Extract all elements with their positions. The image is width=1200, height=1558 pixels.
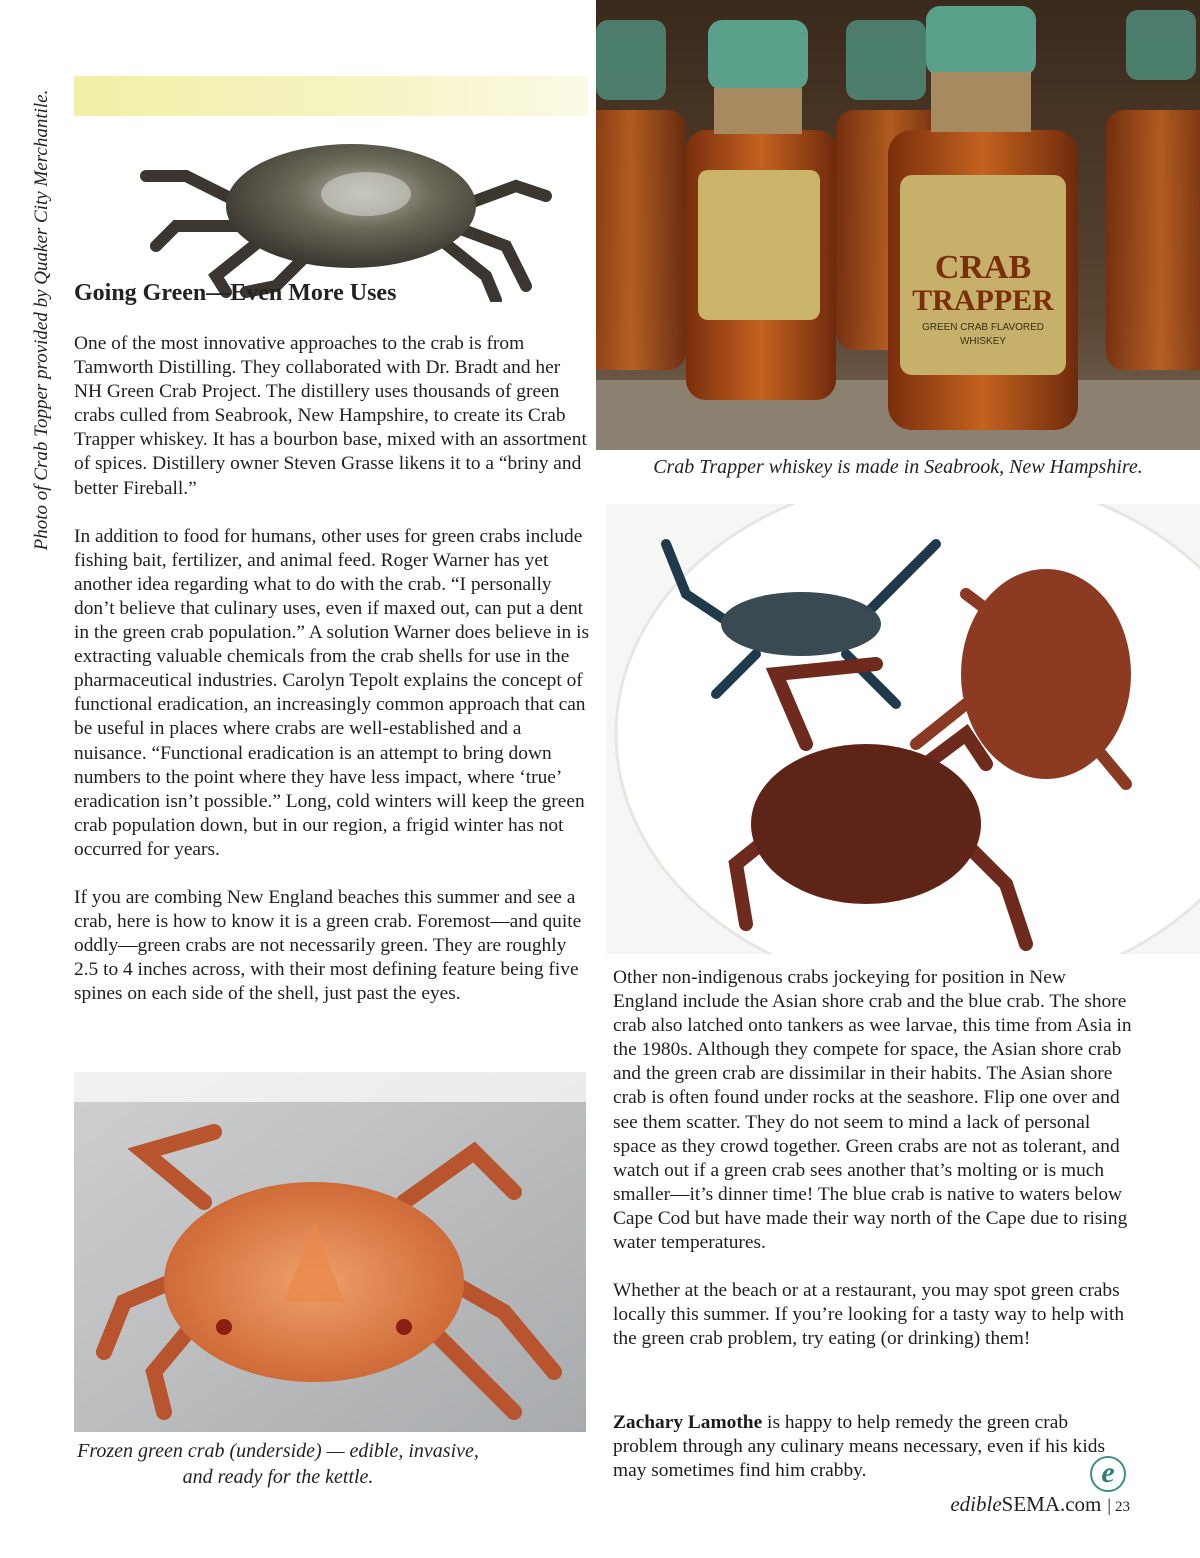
crabs-on-plate-photo (606, 504, 1200, 954)
bottle-label-text: TRAPPER (912, 284, 1054, 317)
crab-illustration (126, 116, 574, 302)
frozen-crab-photo (74, 1072, 586, 1432)
paragraph: One of the most innovative approaches to the crab is from Tamworth Distilling. They collaborated with Dr. Bradt and her NH Green Crab Project. The distillery uses thousands of green crabs culled from Seabrook, New Hampshire, to create its Crab Trapper whiskey. It has a bourbon base, mixed with an assortment of spices. Distillery owner Steven Grasse likens it to a “briny and better Fireball.” (74, 333, 587, 499)
crabs-plate-illustration (606, 504, 1200, 954)
paragraph: Other non-indigenous crabs jockeying for position in New England include the Asian shore crab and the blue crab. The shore crab also latched onto tankers as wee larvae, this time from Asia in the 1980s. Although they compete for space, the Asian shore crab and the green crab are dissimilar in their habits. The Asian shore crab is often found under rocks at the seashore. Flip one over and see them scatter. They do not seem to mind a lack of personal space as they crowd together. Green crabs are not as tolerant, and watch out if a green crab sees another that’s molting or is much smaller—it’s dinner time! The blue crab is native to waters below Cape Cod but have made their way north of the Cape due to rising water temperatures. (613, 967, 1132, 1254)
bottle-label-text: WHISKEY (959, 336, 1007, 347)
caption-line: Frozen green crab (underside) — edible, invasive, (77, 1440, 479, 1462)
highlight-bar (74, 76, 588, 116)
whiskey-bottles-photo (596, 0, 1200, 450)
whiskey-caption: Crab Trapper whiskey is made in Seabrook, New Hampshire. (653, 456, 1143, 478)
bottle-label-text: GREEN CRAB FLAVORED (921, 322, 1045, 333)
whiskey-bottles-illustration (596, 0, 1200, 450)
site-prefix: edible (950, 1492, 1002, 1516)
section-heading: Going Green—Even More Uses (74, 280, 397, 306)
footer-separator: | (1107, 1495, 1111, 1515)
caption-line: and ready for the kettle. (182, 1466, 374, 1488)
green-crab-photo (126, 116, 574, 302)
author-bio (613, 1411, 1133, 1483)
paragraph: Whether at the beach or at a restaurant, you may spot green crabs locally this summer. If you’re looking for a tasty way to help with the green crab problem, try eating (or drinking) them! (613, 1280, 1125, 1350)
left-column (74, 332, 590, 1030)
paragraph: If you are combing New England beaches this summer and see a crab, here is how to know it is a green crab. Foremost—and quite oddly—green crabs are not necessarily green. They are roughly 2.5 to 4 inches across, with their most defining feature being five spines on each side of the shell, just past the eyes. (74, 886, 582, 1005)
author-name: Zachary Lamothe (613, 1412, 763, 1433)
page-number: 23 (1115, 1499, 1130, 1515)
right-column (613, 966, 1133, 1375)
page-footer (950, 1492, 1130, 1517)
site-suffix: SEMA.com (1001, 1492, 1102, 1516)
edible-logo-icon: e (1090, 1456, 1126, 1492)
frozen-crab-caption (66, 1438, 490, 1490)
bottle-label-text: CRAB (934, 249, 1032, 286)
paragraph: In addition to food for humans, other uses for green crabs include fishing bait, fertilizer, and animal feed. Roger Warner has yet another idea regarding what to do with the crab. “I personally don’t believe that culinary uses, even if maxed out, can put a dent in the green crab population.” A solution Warner does believe in is extracting valuable chemicals from the crab shells for use in the pharmaceutical industries. Carolyn Tepolt explains the concept of functional eradication, an increasingly common approach that can be useful in places where crabs are well-established and a nuisance. “Functional eradication is an attempt to bring down numbers to the point where they have less impact, where ‘true’ eradication isn’t possible.” Long, cold winters will keep the green crab population down, but in our region, a frigid winter has not occurred for years. (74, 525, 590, 860)
frozen-crab-illustration (74, 1072, 586, 1432)
bio-text: is happy to help remedy the green crab problem through any culinary means necessary, even if his kids may sometimes find him crabby. (613, 1412, 1105, 1481)
